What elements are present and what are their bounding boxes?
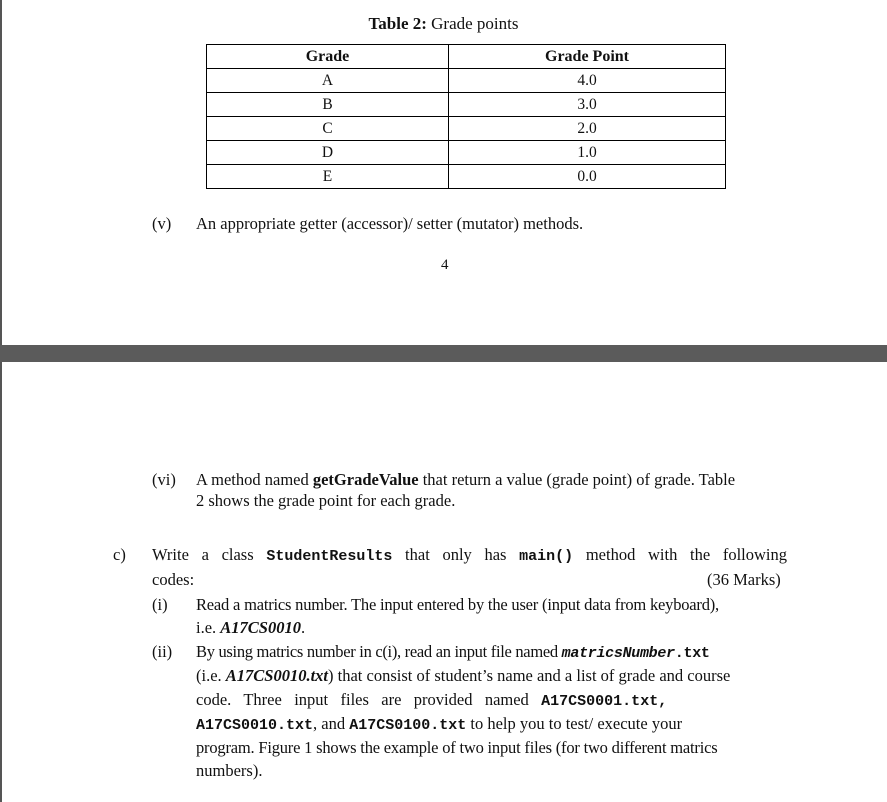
item-vi-line2: 2 shows the grade point for each grade. bbox=[196, 491, 456, 510]
grade-points-table bbox=[206, 44, 726, 189]
item-v-text: An appropriate getter (accessor)/ setter (mutator) methods. bbox=[196, 214, 584, 233]
table-caption: Table 2: Grade points bbox=[368, 14, 519, 33]
item-i-line1: Read a matrics number. The input entered by the user (input data from keyboard), bbox=[196, 595, 719, 614]
part-c-line1: Write a class StudentResults that only has main() method with the following bbox=[152, 545, 788, 565]
item-v-label: (v) bbox=[152, 214, 172, 233]
item-ii-line1: By using matrics number in c(i), read an input file named matricsNumber.txt bbox=[196, 642, 710, 662]
table-row: E 0.0 bbox=[207, 165, 726, 189]
part-c-label: c) bbox=[113, 545, 126, 564]
page-gap bbox=[0, 345, 887, 362]
item-i-label: (i) bbox=[152, 595, 168, 614]
table-row: C 2.0 bbox=[207, 117, 726, 141]
table-header-row bbox=[207, 45, 726, 69]
item-ii-line3: code. Three input files are provided named A17CS0001.txt, bbox=[196, 690, 668, 710]
header-grade: Grade bbox=[207, 45, 449, 69]
page-number: 4 bbox=[441, 257, 449, 273]
item-vi-line1: A method named getGradeValue that return a value (grade point) of grade. Table bbox=[196, 470, 736, 489]
marks: (36 Marks) bbox=[707, 570, 781, 589]
part-c-line2: codes: bbox=[152, 570, 195, 589]
header-grade-point: Grade Point bbox=[449, 45, 726, 69]
item-i-line2: i.e. A17CS0010. bbox=[196, 618, 306, 637]
item-vi-label: (vi) bbox=[152, 470, 176, 489]
item-ii-label: (ii) bbox=[152, 642, 173, 661]
table-row: D 1.0 bbox=[207, 141, 726, 165]
item-ii-line4: A17CS0010.txt, and A17CS0100.txt to help you to test/ execute your bbox=[196, 714, 683, 734]
table-row: B 3.0 bbox=[207, 93, 726, 117]
item-ii-line5: program. Figure 1 shows the example of two input files (for two different matrics bbox=[196, 738, 718, 757]
item-ii-line6: numbers). bbox=[196, 761, 263, 780]
item-ii-line2: (i.e. A17CS0010.txt) that consist of student’s name and a list of grade and course bbox=[196, 666, 731, 685]
table-row: A 4.0 bbox=[207, 69, 726, 93]
